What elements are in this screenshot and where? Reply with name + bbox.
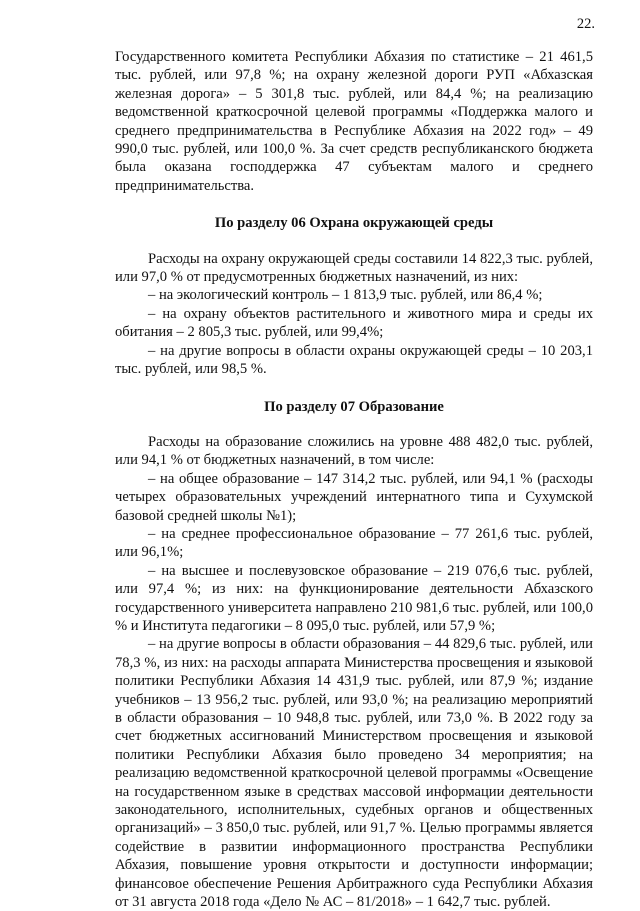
paragraph-environment-wildlife: – на охрану объектов растительного и животного мира и среды их обитания – 2 805,3 тыс. рублей, или 99,4%; <box>115 305 593 341</box>
page-number: 22. <box>576 16 595 32</box>
section-heading-07: По разделу 07 Образование <box>264 398 444 415</box>
paragraph-environment-total: Расходы на охрану окружающей среды составили 14 822,3 тыс. рублей, или 97,0 % от предусмотренных бюджетных назначений, из них: <box>115 250 593 286</box>
paragraph-continuation: Государственного комитета Республики Абхазия по статистике – 21 461,5 тыс. рублей, или 97,8 %; на охрану железной дороги РУП «Абхазская железная дорога» – 5 301,8 тыс. рублей, или 84,4 %; на реализацию ведомственной краткосрочной целевой программы «Поддержка малого и среднего предпринимательства в Республике Абхазия на 2022 год» – 49 990,0 тыс. рублей, или 100,0 %. За счет средств республиканского бюджета была оказана господдержка 47 субъектам малого и среднего предпринимательства. <box>115 49 593 194</box>
document-body <box>115 48 593 911</box>
paragraph-education-vocational: – на среднее профессиональное образование – 77 261,6 тыс. рублей, или 96,1%; <box>115 525 593 561</box>
paragraph-education-higher: – на высшее и послевузовское образование – 219 076,6 тыс. рублей, или 97,4 %; из них: на функционирование деятельности Абхазского государственного университета направлено 210 981,6 тыс. рублей, или 100,0 % и Института педагогики – 8 095,0 тыс. рублей, или 57,9 %; <box>115 562 593 634</box>
paragraph-education-total: Расходы на образование сложились на уровне 488 482,0 тыс. рублей, или 94,1 % от бюджетных назначений, в том числе: <box>115 433 593 469</box>
paragraph-education-other: – на другие вопросы в области образования – 44 829,6 тыс. рублей, или 78,3 %, из них: на расходы аппарата Министерства просвещения и языковой политики Республики Абхазия 14 431,9 тыс. рублей, или 87,9 %; издание учебников – 13 956,2 тыс. рублей, или 93,0 %; на реализацию мероприятий в области образования – 10 948,8 тыс. рублей, или 73,0 %. В 2022 году за счет бюджетных ассигнований Министерством просвещения и языковой политики Республики Абхазия было проведено 34 мероприятия; на реализацию ведомственной краткосрочной целевой программы «Освещение на государственном языке в средствах массовой информации деятельности законодательного, исполнительных, судебных органов и общественных организаций» – 3 850,0 тыс. рублей, или 91,7 %. Целью программы является содействие в развитии информационного пространства Республики Абхазия, повышение уровня открытости и доступности информации; финансовое обеспечение Решения Арбитражного суда Республики Абхазия от 31 августа 2018 года «Дело № АС – 81/2018» – 1 642,7 тыс. рублей. <box>115 636 593 911</box>
paragraph-education-general: – на общее образование – 147 314,2 тыс. рублей, или 94,1 % (расходы четырех образовательных учреждений интернатного типа и Сухумской базовой средней школы №1); <box>115 470 593 524</box>
section-heading-06: По разделу 06 Охрана окружающей среды <box>214 215 494 232</box>
paragraph-environment-control: – на экологический контроль – 1 813,9 тыс. рублей, или 86,4 %; <box>148 287 543 304</box>
paragraph-environment-other: – на другие вопросы в области охраны окружающей среды – 10 203,1 тыс. рублей, или 98,5 %. <box>115 342 593 378</box>
